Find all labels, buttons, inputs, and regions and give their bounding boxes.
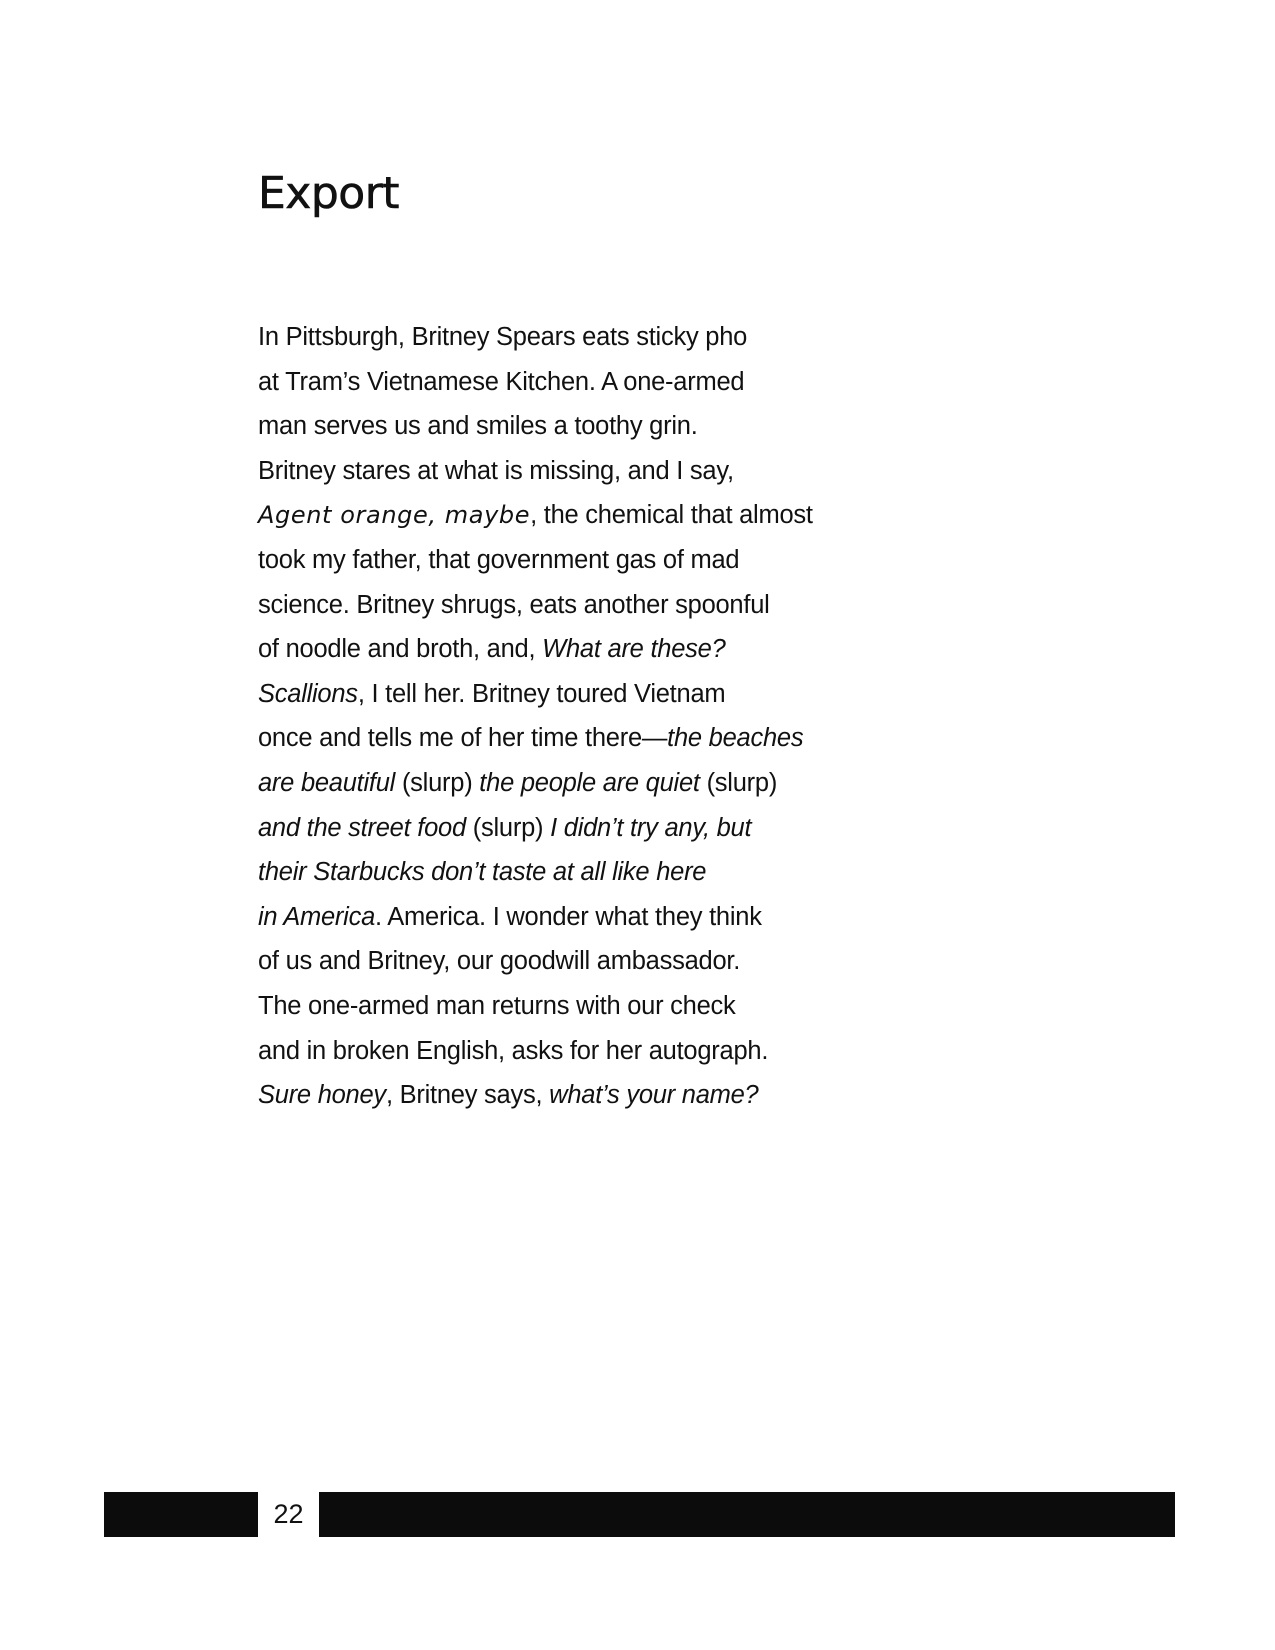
poem-italic-segment: What are these?	[542, 635, 726, 664]
poem-italic-segment: their Starbucks don’t taste at all like here	[258, 858, 707, 887]
poem-body	[258, 315, 958, 1118]
poem-italic-segment: in America	[258, 902, 376, 931]
poem-text-segment: In Pittsburgh, Britney Spears eats sticky pho	[258, 323, 748, 351]
poem-italic-segment: I didn’t try any, but	[550, 813, 752, 842]
poem-italic-segment: Agent orange, maybe	[258, 501, 531, 530]
poem-italic-segment: the beaches	[667, 724, 804, 753]
poem-italic-segment: the people are quiet	[479, 768, 700, 797]
poem-text-segment: and in broken English, asks for her autograph.	[258, 1036, 769, 1065]
poem-italic-segment: and the street food	[258, 813, 466, 842]
poem-text-segment: (slurp)	[699, 768, 778, 797]
poem-text-segment: (slurp)	[465, 813, 551, 842]
poem-line	[258, 850, 958, 895]
poem-line	[258, 1073, 958, 1118]
footer-bar-left	[104, 1492, 258, 1537]
poem-line	[258, 627, 958, 672]
poem-line	[258, 761, 958, 806]
poem-text-segment: (slurp)	[395, 768, 480, 797]
page-number: 22	[273, 1499, 304, 1529]
poem-text-segment: of noodle and broth, and,	[258, 635, 543, 664]
poem-line	[258, 984, 958, 1029]
poem-text-segment: science. Britney shrugs, eats another spoonful	[258, 590, 770, 619]
poem-text-segment: , Britney says,	[385, 1081, 550, 1110]
poem-italic-segment: Scallions	[258, 679, 358, 708]
poem-text-segment: once and tells me of her time there—	[258, 724, 668, 753]
poem-text-segment: man serves us and smiles a toothy grin.	[258, 412, 698, 441]
poem-line	[258, 538, 958, 583]
poem-text-segment: of us and Britney, our goodwill ambassador.	[258, 947, 741, 976]
poem-italic-segment: what’s your name?	[549, 1081, 759, 1110]
poem-text-segment: Britney stares at what is missing, and I say,	[258, 456, 734, 485]
poem-text-segment: at Tram’s Vietnamese Kitchen. A one-armed	[258, 367, 745, 396]
poem-line	[258, 806, 958, 851]
poem-line	[258, 315, 958, 360]
footer-bar-right	[319, 1492, 1175, 1537]
poem-line	[258, 672, 958, 717]
poem-italic-segment: Sure honey	[258, 1081, 386, 1110]
poem-line	[258, 360, 958, 405]
poem-text-segment: The one-armed man returns with our check	[258, 991, 736, 1020]
poem-line	[258, 449, 958, 494]
poem-line	[258, 493, 958, 538]
poem-line	[258, 716, 958, 761]
poem-line	[258, 939, 958, 984]
poem-text-segment: , I tell her. Britney toured Vietnam	[357, 679, 726, 708]
poem-line	[258, 404, 958, 449]
poem-text-segment: took my father, that government gas of mad	[258, 545, 740, 574]
poem-line	[258, 895, 958, 940]
poem-text-segment: , the chemical that almost	[530, 501, 813, 530]
poem-text-segment: . America. I wonder what they think	[375, 902, 762, 931]
poem-line	[258, 583, 958, 628]
poem-italic-segment: are beautiful	[258, 768, 396, 797]
poem-line	[258, 1029, 958, 1074]
page-title: Export	[258, 168, 400, 219]
